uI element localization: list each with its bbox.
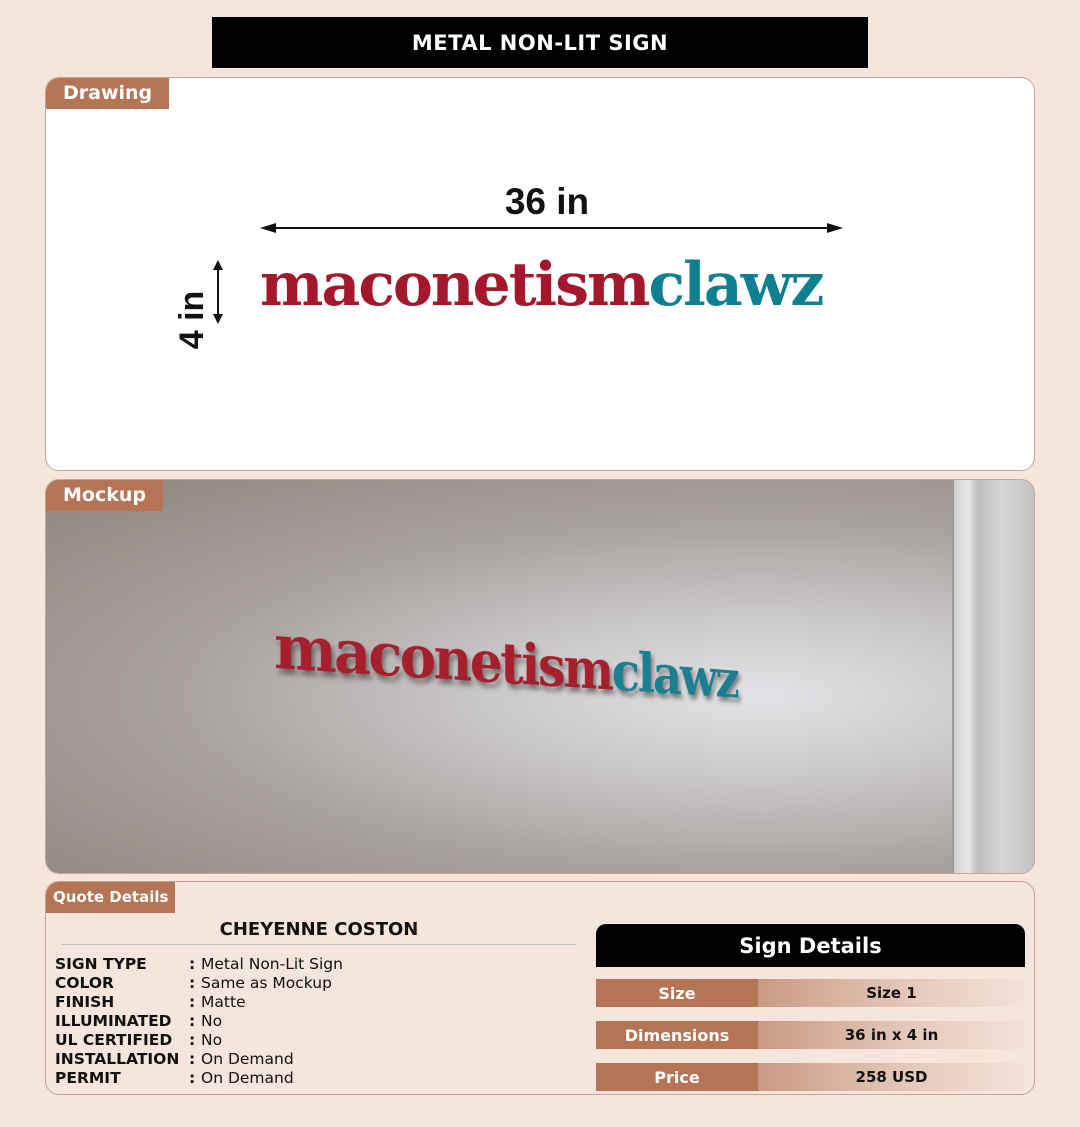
sign-details-header: Sign Details (596, 924, 1025, 967)
door-frame (952, 480, 1034, 873)
width-dimension-label: 36 in (504, 181, 590, 222)
detail-label: Size (596, 979, 758, 1007)
spec-value: Same as Mockup (201, 974, 332, 992)
spec-colon: : (189, 1069, 196, 1087)
mockup-logo-red-part: maconetism (274, 610, 612, 703)
logo-teal-part: clawz (648, 250, 823, 320)
spec-value: On Demand (201, 1069, 294, 1087)
mockup-logo-teal-part: clawz (611, 638, 738, 711)
spec-colon: : (189, 1012, 196, 1030)
spec-value: Metal Non-Lit Sign (201, 955, 343, 973)
spec-key: ILLUMINATED (55, 1012, 172, 1030)
spec-key: INSTALLATION (55, 1050, 180, 1068)
spec-row (55, 993, 343, 1012)
mockup-panel (45, 479, 1035, 874)
spec-value: On Demand (201, 1050, 294, 1068)
height-arrow (211, 260, 225, 324)
sign-logo-drawing (260, 250, 822, 320)
spec-row (55, 974, 343, 993)
detail-value: 258 USD (758, 1063, 1025, 1091)
height-dimension-label: 4 in (172, 290, 211, 350)
spec-value: No (201, 1012, 223, 1030)
drawing-tag: Drawing (46, 78, 169, 109)
spec-colon: : (189, 1050, 196, 1068)
detail-row-price (596, 1063, 1025, 1091)
spec-row (55, 1069, 343, 1088)
detail-value: Size 1 (758, 979, 1025, 1007)
spec-row (55, 1012, 343, 1031)
detail-label: Price (596, 1063, 758, 1091)
detail-value: 36 in x 4 in (758, 1021, 1025, 1049)
quote-panel (45, 881, 1035, 1095)
spec-colon: : (189, 1031, 196, 1049)
detail-row-size (596, 979, 1025, 1007)
spec-row (55, 955, 343, 974)
spec-row (55, 1050, 343, 1069)
spec-value: Matte (201, 993, 246, 1011)
drawing-panel (45, 77, 1035, 471)
spec-colon: : (189, 955, 196, 973)
spec-row (55, 1031, 343, 1050)
spec-colon: : (189, 974, 196, 992)
logo-red-part: maconetism (260, 250, 649, 320)
spec-value: No (201, 1031, 223, 1049)
spec-key: SIGN TYPE (55, 955, 147, 973)
spec-colon: : (189, 993, 196, 1011)
width-arrow (46, 218, 1034, 238)
spec-key: PERMIT (55, 1069, 121, 1087)
customer-name: CHEYENNE COSTON (62, 919, 576, 945)
spec-list (55, 955, 343, 1088)
spec-key: UL CERTIFIED (55, 1031, 173, 1049)
quote-tag: Quote Details (46, 882, 175, 913)
detail-label: Dimensions (596, 1021, 758, 1049)
detail-row-dimensions (596, 1021, 1025, 1049)
mockup-tag: Mockup (46, 480, 163, 511)
spec-key: COLOR (55, 974, 114, 992)
spec-key: FINISH (55, 993, 115, 1011)
page-title: METAL NON-LIT SIGN (212, 17, 868, 68)
